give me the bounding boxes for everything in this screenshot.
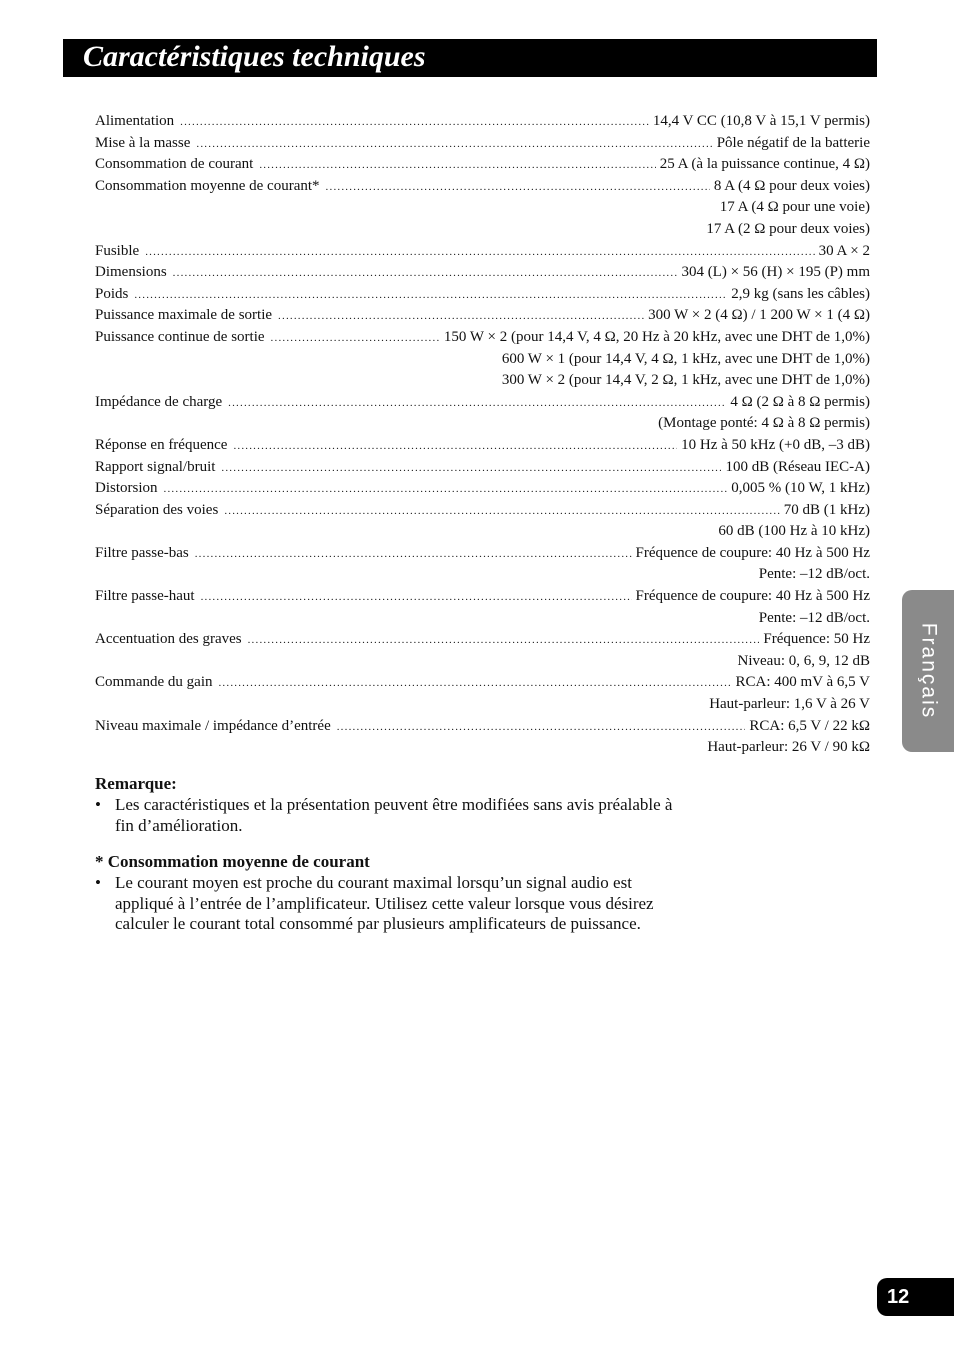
spec-value: 100 dB (Réseau IEC-A) <box>725 458 870 475</box>
language-tab-label: Français <box>917 622 940 720</box>
spec-value: 300 W × 2 (4 Ω) / 1 200 W × 1 (4 Ω) <box>648 307 870 324</box>
dot-leader <box>228 393 726 415</box>
page-number: 12 <box>877 1278 954 1316</box>
specifications-list <box>95 111 870 759</box>
language-tab <box>902 590 954 752</box>
spec-row-continuation <box>95 694 870 716</box>
spec-value: 17 A (2 Ω pour deux voies) <box>706 220 870 237</box>
spec-label: Commande du gain <box>95 674 213 691</box>
spec-label: Fusible <box>95 242 140 259</box>
spec-value: (Montage ponté: 4 Ω à 8 Ω permis) <box>658 415 870 432</box>
average-current-heading: * Consommation moyenne de courant <box>95 852 370 871</box>
spec-label: Consommation moyenne de courant* <box>95 177 320 194</box>
spec-value: Fréquence de coupure: 40 Hz à 500 Hz <box>635 588 870 605</box>
spec-row <box>95 586 870 608</box>
dot-leader <box>233 436 677 458</box>
spec-value: Haut-parleur: 26 V / 90 kΩ <box>707 739 870 756</box>
bullet-marker: • <box>95 873 101 892</box>
dot-leader <box>145 242 814 264</box>
spec-row-continuation <box>95 564 870 586</box>
spec-row-continuation <box>95 370 870 392</box>
spec-value: 25 A (à la puissance continue, 4 Ω) <box>659 156 870 173</box>
spec-row <box>95 543 870 565</box>
spec-value: Pôle négatif de la batterie <box>716 134 870 151</box>
title-bar <box>63 39 877 77</box>
spec-value: RCA: 6,5 V / 22 kΩ <box>749 717 870 734</box>
dot-leader <box>195 544 632 566</box>
spec-label: Mise à la masse <box>95 134 191 151</box>
average-current-line: appliqué à l’entrée de l’amplificateur. Utilisez cette valeur lorsque vous désirez <box>115 893 654 913</box>
spec-row <box>95 154 870 176</box>
dot-leader <box>196 134 712 156</box>
spec-value: Pente: –12 dB/oct. <box>758 566 870 583</box>
dot-leader <box>271 328 440 350</box>
spec-value: 60 dB (100 Hz à 10 kHz) <box>718 523 870 540</box>
average-current-bullet <box>95 873 735 935</box>
remark-line: fin d’amélioration. <box>115 815 243 835</box>
spec-row-continuation <box>95 608 870 630</box>
spec-value: 4 Ω (2 Ω à 8 Ω permis) <box>730 393 870 410</box>
dot-leader <box>134 285 727 307</box>
spec-value: 600 W × 1 (pour 14,4 V, 4 Ω, 1 kHz, avec une DHT de 1,0%) <box>501 350 870 367</box>
spec-row <box>95 133 870 155</box>
spec-row <box>95 305 870 327</box>
dot-leader <box>278 306 644 328</box>
dot-leader <box>221 458 721 480</box>
spec-label: Rapport signal/bruit <box>95 458 216 475</box>
spec-value: RCA: 400 mV à 6,5 V <box>735 674 870 691</box>
spec-row <box>95 435 870 457</box>
spec-row <box>95 457 870 479</box>
spec-value: 0,005 % (10 W, 1 kHz) <box>731 480 870 497</box>
spec-value: 14,4 V CC (10,8 V à 15,1 V permis) <box>652 113 870 129</box>
spec-row <box>95 629 870 651</box>
dot-leader <box>201 587 632 609</box>
spec-value: 150 W × 2 (pour 14,4 V, 4 Ω, 20 Hz à 20 kHz, avec une DHT de 1,0%) <box>443 328 870 345</box>
bullet-marker: • <box>95 795 101 814</box>
spec-row <box>95 327 870 349</box>
notes-section <box>95 773 735 935</box>
spec-value: 30 A × 2 <box>818 242 870 259</box>
spec-row-continuation <box>95 349 870 371</box>
spec-label: Filtre passe-haut <box>95 588 195 605</box>
spec-value: 304 (L) × 56 (H) × 195 (P) mm <box>681 264 870 281</box>
spec-row <box>95 262 870 284</box>
dot-leader <box>224 501 779 523</box>
dot-leader <box>173 263 678 285</box>
average-current-line: Le courant moyen est proche du courant maximal lorsqu’un signal audio est <box>115 873 632 892</box>
dot-leader <box>326 177 710 199</box>
spec-row <box>95 672 870 694</box>
spec-row <box>95 392 870 414</box>
remark-line: Les caractéristiques et la présentation peuvent être modifiées sans avis préalable à <box>115 795 673 814</box>
spec-label: Dimensions <box>95 264 167 281</box>
average-current-line: calculer le courant total consommé par plusieurs amplificateurs de puissance. <box>115 914 641 933</box>
spec-label: Puissance maximale de sortie <box>95 307 273 324</box>
dot-leader <box>180 112 649 134</box>
spec-value: Pente: –12 dB/oct. <box>758 609 870 626</box>
spec-value: 70 dB (1 kHz) <box>783 501 870 518</box>
page-title: Caractéristiques techniques <box>83 40 426 73</box>
spec-row <box>95 284 870 306</box>
spec-label: Impédance de charge <box>95 393 223 410</box>
spec-row <box>95 500 870 522</box>
spec-row <box>95 241 870 263</box>
dot-leader <box>248 630 760 652</box>
spec-value: Fréquence: 50 Hz <box>763 631 870 648</box>
spec-value: Haut-parleur: 1,6 V à 26 V <box>709 696 870 713</box>
spec-label: Réponse en fréquence <box>95 436 228 453</box>
spec-row-continuation <box>95 521 870 543</box>
spec-label: Puissance continue de sortie <box>95 328 265 345</box>
spec-row-continuation <box>95 651 870 673</box>
spec-label: Distorsion <box>95 480 158 497</box>
spec-row-continuation <box>95 413 870 435</box>
spec-label: Poids <box>95 285 129 302</box>
dot-leader <box>259 155 655 177</box>
spec-row <box>95 716 870 738</box>
dot-leader <box>218 673 731 695</box>
spec-label: Séparation des voies <box>95 501 219 518</box>
spec-value: 8 A (4 Ω pour deux voies) <box>713 177 870 194</box>
spec-row-continuation <box>95 219 870 241</box>
spec-label: Accentuation des graves <box>95 631 242 648</box>
spec-value: 300 W × 2 (pour 14,4 V, 2 Ω, 1 kHz, avec une DHT de 1,0%) <box>501 372 870 389</box>
spec-row-continuation <box>95 197 870 219</box>
spec-label: Filtre passe-bas <box>95 544 189 561</box>
spec-row <box>95 111 870 133</box>
spec-value: 2,9 kg (sans les câbles) <box>731 285 870 302</box>
spec-row <box>95 176 870 198</box>
remark-heading: Remarque: <box>95 774 177 793</box>
spec-value: Niveau: 0, 6, 9, 12 dB <box>737 652 870 669</box>
spec-value: Fréquence de coupure: 40 Hz à 500 Hz <box>635 544 870 561</box>
spec-label: Niveau maximale / impédance d’entrée <box>95 717 331 734</box>
dot-leader <box>337 717 746 739</box>
spec-label: Consommation de courant <box>95 156 254 173</box>
dot-leader <box>164 479 728 501</box>
remark-bullet <box>95 795 735 836</box>
spec-row <box>95 478 870 500</box>
spec-label: Alimentation <box>95 113 175 129</box>
spec-value: 17 A (4 Ω pour une voie) <box>719 199 870 216</box>
spec-value: 10 Hz à 50 kHz (+0 dB, –3 dB) <box>681 436 870 453</box>
spec-row-continuation <box>95 737 870 759</box>
